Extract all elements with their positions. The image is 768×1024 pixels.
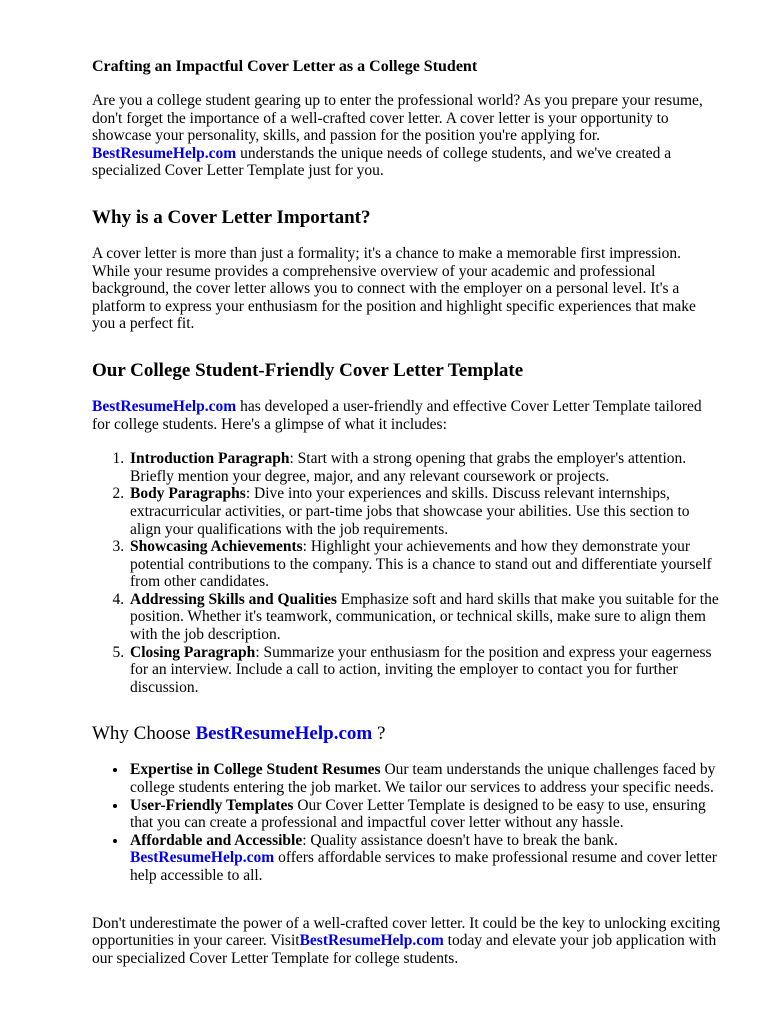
text-segment: has developed a user-friendly and effective Cover Letter Template tailored for college students. Here's a glimpse of what it includes:	[92, 397, 702, 433]
importance-paragraph	[92, 245, 722, 333]
heading-why-choose	[92, 722, 722, 745]
list-item-addressing-skills	[128, 591, 722, 644]
list-item-showcasing-achievements	[128, 538, 722, 591]
text-segment: A cover letter is more than just a formality; it's a chance to make a memorable first impression. While your resume provides a comprehensive overview of your academic and professional background, the cover letter allows you to connect with the employer on a personal level. It's a platform to express your enthusiasm for the position and highlight specific experiences that make you a perfect fit.	[92, 244, 696, 333]
why-choose-list	[92, 761, 722, 884]
text-segment: User-Friendly Templates	[130, 796, 294, 814]
heading-cover-letter-template: Our College Student-Friendly Cover Letter Template	[92, 359, 524, 381]
list-item-closing-paragraph	[128, 644, 722, 697]
text-segment: ?	[372, 723, 386, 745]
inline-link-bestresumehelp[interactable]: BestResumeHelp.com	[92, 144, 237, 162]
text-segment: understands the unique needs of college students, and we've created a specialized Cover Letter Template just for you.	[92, 144, 672, 180]
template-intro-paragraph	[92, 398, 722, 433]
text-segment: Affordable and Accessible	[130, 831, 303, 849]
bullet-item-expertise	[128, 761, 722, 796]
text-segment: Our Cover Letter Template is designed to be easy to use, ensuring that you can create a professional and impactful cover letter without any hassle.	[130, 796, 706, 832]
text-segment: Showcasing Achievements	[130, 538, 303, 556]
inline-link-bestresumehelp[interactable]: BestResumeHelp.com	[92, 397, 237, 415]
inline-link-bestresumehelp[interactable]: BestResumeHelp.com	[299, 932, 444, 950]
heading-why-cover-letter-important: Why is a Cover Letter Important?	[92, 206, 371, 228]
text-segment: Why Choose	[92, 723, 196, 745]
template-steps-list	[92, 450, 722, 696]
text-segment: offers affordable services to make professional resume and cover letter help accessible to all.	[130, 849, 717, 884]
text-segment: Addressing Skills and Qualities	[130, 590, 337, 608]
text-segment: Don't underestimate the power of a well-crafted cover letter. It could be the key to unlocking exciting opportunities in your career. Visit	[92, 914, 721, 950]
text-segment: Introduction Paragraph	[130, 450, 290, 468]
document-title: Crafting an Impactful Cover Letter as a College Student	[92, 58, 478, 75]
text-segment: : Quality assistance doesn't have to break the bank.	[302, 831, 618, 849]
bullet-item-affordable	[128, 832, 722, 885]
bullet-item-user-friendly	[128, 797, 722, 832]
text-segment: today and elevate your job application with our specialized Cover Letter Template for college students.	[92, 932, 717, 967]
text-segment: Expertise in College Student Resumes	[130, 761, 381, 779]
list-item-body-paragraphs	[128, 485, 722, 538]
text-segment: : Start with a strong opening that grabs the employer's attention. Briefly mention your degree, major, and any relevant coursework or projects.	[130, 450, 687, 485]
intro-paragraph	[92, 92, 722, 180]
text-segment: Emphasize soft and hard skills that make you suitable for the position. Whether it's teamwork, communication, or technical skills, make sure to align them with the job description.	[130, 590, 719, 644]
text-segment: : Dive into your experiences and skills. Discuss relevant internships, extracurricular activities, or part-time jobs that showcase your abilities. Use this section to align your qualifications with the job requirements.	[130, 485, 690, 538]
inline-link-bestresumehelp[interactable]: BestResumeHelp.com	[130, 849, 275, 867]
closing-paragraph	[92, 915, 722, 968]
text-segment: Body Paragraphs	[130, 485, 246, 503]
text-segment: Our team understands the unique challenges faced by college students entering the job market. We tailor our services to address your specific needs.	[130, 761, 716, 797]
text-segment: : Summarize your enthusiasm for the position and express your eagerness for an interview. Include a call to action, inviting the employer to contact you for further discussion.	[130, 643, 712, 696]
list-item-introduction-paragraph	[128, 450, 722, 485]
inline-link-bestresumehelp[interactable]: BestResumeHelp.com	[195, 723, 373, 745]
text-segment: : Highlight your achievements and how they demonstrate your potential contributions to the company. This is a chance to stand out and differentiate yourself from other candidates.	[130, 538, 712, 591]
text-segment: Are you a college student gearing up to enter the professional world? As you prepare your resume, don't forget the importance of a well-crafted cover letter. A cover letter is your opportunity to showcase your personality, skills, and passion for the position you're applying for.	[92, 92, 703, 145]
text-segment: Closing Paragraph	[130, 643, 256, 661]
